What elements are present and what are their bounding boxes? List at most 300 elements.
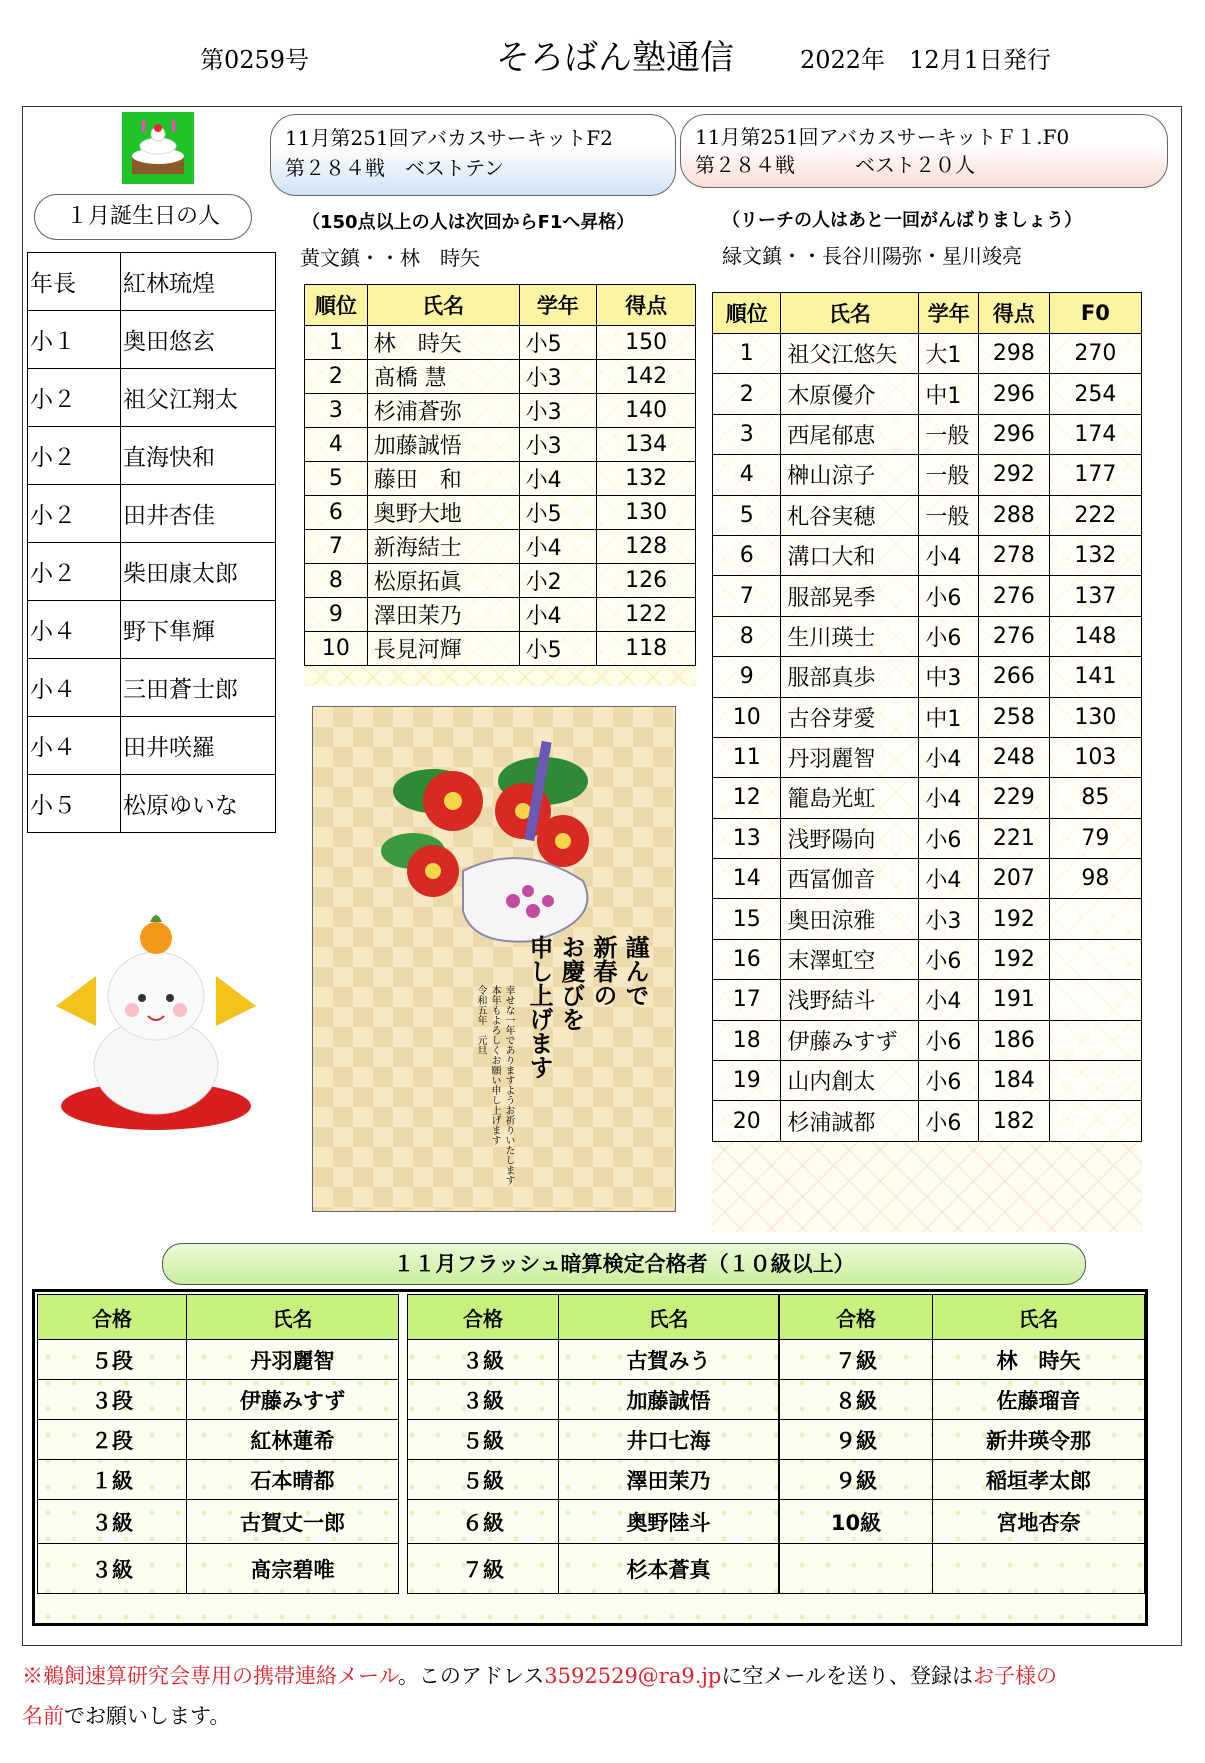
f2-score: 128 — [597, 530, 696, 564]
card-greeting-line1: 謹んで — [621, 935, 650, 1007]
f2-grade: 小2 — [519, 564, 597, 598]
f2-name: 奥野大地 — [367, 496, 519, 530]
f1-rank: 15 — [713, 899, 781, 939]
f1-f0-score: 98 — [1049, 859, 1141, 899]
f1-row — [713, 939, 1142, 979]
issue-number: 第0259号 — [200, 46, 310, 74]
f1-row — [713, 778, 1142, 818]
birthday-grade: 小２ — [28, 427, 121, 485]
birthday-grade: 小４ — [28, 601, 121, 659]
f1-rank: 5 — [713, 495, 781, 535]
footer-name: 名前 — [22, 1704, 64, 1728]
f1-name: 古谷芽愛 — [781, 697, 919, 737]
flash-name: 石本晴都 — [187, 1460, 399, 1500]
birthday-grade: 小１ — [28, 311, 121, 369]
f2-grade: 小5 — [519, 632, 597, 666]
f1-row — [713, 576, 1142, 616]
f1-rank: 20 — [713, 1101, 781, 1141]
birthday-name: 祖父江翔太 — [121, 369, 276, 427]
f1-row — [713, 455, 1142, 495]
f1-grade: 小6 — [919, 1101, 979, 1141]
flash-grade: ５段 — [38, 1340, 187, 1380]
flash-grade: ５級 — [408, 1420, 559, 1460]
flash-name: 井口七海 — [559, 1420, 779, 1460]
f2-rank: 9 — [305, 598, 368, 632]
flash-col-name: 氏名 — [933, 1295, 1145, 1340]
flash-name: 佐藤瑠音 — [933, 1380, 1145, 1420]
flash-row — [408, 1500, 779, 1544]
flash-name: 新井瑛令那 — [933, 1420, 1145, 1460]
f2-title-line1: 11月第251回アバカスサーキットF2 — [285, 126, 613, 150]
f2-ranking-table — [304, 284, 696, 666]
f1-col-header: 得点 — [979, 293, 1050, 334]
f2-name: 藤田 和 — [367, 462, 519, 496]
card-small-text — [473, 985, 515, 1205]
f1-score: 182 — [979, 1101, 1050, 1141]
f1-row — [713, 374, 1142, 414]
birthday-name: 野下隼輝 — [121, 601, 276, 659]
flash-row — [780, 1420, 1145, 1460]
f2-grade: 小4 — [519, 598, 597, 632]
f2-grade: 小3 — [519, 394, 597, 428]
f2-col-header: 氏名 — [367, 285, 519, 326]
flash-row — [780, 1500, 1145, 1544]
f2-score: 140 — [597, 394, 696, 428]
flash-col-grade: 合格 — [780, 1295, 933, 1340]
f1-row — [713, 535, 1142, 575]
f1-row — [713, 697, 1142, 737]
birthday-row — [28, 775, 276, 833]
f1-grade: 中1 — [919, 697, 979, 737]
f2-row — [305, 394, 696, 428]
birthday-grade: 年長 — [28, 253, 121, 311]
f2-rank: 5 — [305, 462, 368, 496]
f1-f0-score: 130 — [1049, 697, 1141, 737]
f1-row — [713, 737, 1142, 777]
f1-f0-score: 222 — [1049, 495, 1141, 535]
f1-title-line2: 第２８４戦 ベスト２０人 — [695, 153, 975, 177]
flash-row — [780, 1380, 1145, 1420]
flash-grade: ３級 — [408, 1340, 559, 1380]
f2-score: 130 — [597, 496, 696, 530]
f1-score: 248 — [979, 737, 1050, 777]
birthday-row — [28, 543, 276, 601]
flash-row — [38, 1460, 399, 1500]
flash-grade: ２段 — [38, 1420, 187, 1460]
f1-rank: 16 — [713, 939, 781, 979]
f2-score: 122 — [597, 598, 696, 632]
flash-col-grade: 合格 — [408, 1295, 559, 1340]
f1-row — [713, 1061, 1142, 1101]
f1-rank: 13 — [713, 818, 781, 858]
camellia-rabbit-illustration — [373, 721, 613, 951]
flash-name: 加藤誠悟 — [559, 1380, 779, 1420]
f1-score: 192 — [979, 899, 1050, 939]
flash-row — [408, 1420, 779, 1460]
f2-note: （150点以上の人は次回からF1へ昇格） — [302, 212, 635, 233]
f1-name: 末澤虹空 — [781, 939, 919, 979]
f1-f0-score — [1049, 939, 1141, 979]
flash-grade: 10級 — [780, 1500, 933, 1544]
f1-row — [713, 1020, 1142, 1060]
f1-f0-score — [1049, 1101, 1141, 1141]
footer-text1: 。このアドレス — [397, 1664, 545, 1688]
flash-title-bar: １１月フラッシュ暗算検定合格者（１０級以上） — [162, 1243, 1086, 1285]
f1-f0-score: 177 — [1049, 455, 1141, 495]
f2-row — [305, 462, 696, 496]
f1-col-header: 学年 — [919, 293, 979, 334]
f1-row — [713, 899, 1142, 939]
f1-score: 288 — [979, 495, 1050, 535]
f2-name: 林 時矢 — [367, 326, 519, 360]
card-greeting-line4: 申し上げます — [525, 935, 554, 1079]
newsletter-title: そろばん塾通信 — [496, 38, 734, 78]
f2-row — [305, 360, 696, 394]
f1-grade: 小3 — [919, 899, 979, 939]
birthday-row — [28, 427, 276, 485]
f1-name: 浅野結斗 — [781, 980, 919, 1020]
f1-grade: 中1 — [919, 374, 979, 414]
f1-f0-score: 148 — [1049, 616, 1141, 656]
f2-name: 長見河輝 — [367, 632, 519, 666]
f1-grade: 小4 — [919, 535, 979, 575]
f1-grade: 小4 — [919, 859, 979, 899]
flash-name: 伊藤みすず — [187, 1380, 399, 1420]
footer-email[interactable]: 3592529@ra9.jp — [544, 1664, 722, 1688]
f2-row — [305, 530, 696, 564]
f2-score: 118 — [597, 632, 696, 666]
flash-table-2 — [407, 1294, 779, 1594]
flash-grade: ３級 — [408, 1380, 559, 1420]
flash-row — [38, 1544, 399, 1594]
f2-row — [305, 326, 696, 360]
birthday-grade: 小４ — [28, 659, 121, 717]
f1-f0-score — [1049, 980, 1141, 1020]
birthday-name: 奥田悠玄 — [121, 311, 276, 369]
f1-score: 184 — [979, 1061, 1050, 1101]
birthday-row — [28, 311, 276, 369]
f1-name: 生川瑛士 — [781, 616, 919, 656]
f1-f0-score: 254 — [1049, 374, 1141, 414]
flash-col-name: 氏名 — [559, 1295, 779, 1340]
f1-rank: 7 — [713, 576, 781, 616]
f1-score: 276 — [979, 576, 1050, 616]
f1-f0-score: 270 — [1049, 334, 1141, 374]
flash-name: 紅林蓮希 — [187, 1420, 399, 1460]
f1-name: 浅野陽向 — [781, 818, 919, 858]
flash-col-name: 氏名 — [187, 1295, 399, 1340]
card-small-line3: 令和五年 元旦 — [475, 985, 486, 1055]
f1-note: （リーチの人はあと一回がんばりましょう） — [722, 210, 1082, 231]
f1-col-header: 順位 — [713, 293, 781, 334]
f2-rank: 4 — [305, 428, 368, 462]
birthday-grade: 小５ — [28, 775, 121, 833]
f2-score: 126 — [597, 564, 696, 598]
f1-col-header: F0 — [1049, 293, 1141, 334]
f2-row — [305, 496, 696, 530]
flash-row — [408, 1380, 779, 1420]
f1-row — [713, 980, 1142, 1020]
f1-name: 丹羽麗智 — [781, 737, 919, 777]
new-year-card — [312, 706, 676, 1212]
f1-rank: 14 — [713, 859, 781, 899]
f2-grade: 小5 — [519, 326, 597, 360]
f2-row — [305, 598, 696, 632]
f1-rank: 18 — [713, 1020, 781, 1060]
flash-grade: ９級 — [780, 1460, 933, 1500]
flash-grade: ５級 — [408, 1460, 559, 1500]
flash-row — [38, 1380, 399, 1420]
f2-title-line2: 第２８４戦 ベストテン — [285, 156, 504, 180]
birthday-title: １月誕生日の人 — [34, 194, 252, 240]
f1-name: 祖父江悠矢 — [781, 334, 919, 374]
flash-col-grade: 合格 — [38, 1295, 187, 1340]
birthday-name: 紅林琉煌 — [121, 253, 276, 311]
f2-title-box — [270, 114, 676, 196]
card-greeting-line3: お慶びを — [557, 935, 586, 1031]
flash-name: 稲垣孝太郎 — [933, 1460, 1145, 1500]
f1-grade: 小6 — [919, 1020, 979, 1060]
f1-f0-score — [1049, 1061, 1141, 1101]
f1-grade: 小6 — [919, 576, 979, 616]
issue-date: 2022年 12月1日発行 — [800, 46, 1051, 74]
f1-award: 緑文鎮・・長谷川陽弥・星川竣亮 — [722, 244, 1022, 268]
f1-row — [713, 859, 1142, 899]
f1-rank: 17 — [713, 980, 781, 1020]
f2-row — [305, 428, 696, 462]
f1-grade: 小6 — [919, 1061, 979, 1101]
f1-score: 266 — [979, 657, 1050, 697]
f2-name: 澤田茉乃 — [367, 598, 519, 632]
flash-results-area — [32, 1289, 1148, 1626]
flash-grade — [780, 1544, 933, 1594]
birthday-row — [28, 485, 276, 543]
f1-score: 258 — [979, 697, 1050, 737]
f1-rank: 3 — [713, 414, 781, 454]
f2-col-header: 順位 — [305, 285, 368, 326]
f1-rank: 10 — [713, 697, 781, 737]
f1-rank: 4 — [713, 455, 781, 495]
kagami-mochi-cake-icon — [122, 112, 194, 184]
birthday-table — [27, 252, 276, 833]
flash-grade: ３級 — [38, 1500, 187, 1544]
f2-grade: 小4 — [519, 530, 597, 564]
f1-rank: 8 — [713, 616, 781, 656]
f2-rank: 1 — [305, 326, 368, 360]
flash-grade: ７級 — [780, 1340, 933, 1380]
f1-grade: 大1 — [919, 334, 979, 374]
f1-f0-score: 137 — [1049, 576, 1141, 616]
f1-score: 221 — [979, 818, 1050, 858]
birthday-row — [28, 601, 276, 659]
f1-grade: 一般 — [919, 495, 979, 535]
f1-rank: 11 — [713, 737, 781, 777]
f1-row — [713, 616, 1142, 656]
birthday-row — [28, 717, 276, 775]
card-greeting — [523, 935, 651, 1195]
flash-grade: ３段 — [38, 1380, 187, 1420]
f1-name: 山内創太 — [781, 1061, 919, 1101]
f1-name: 榊山涼子 — [781, 455, 919, 495]
f2-rank: 3 — [305, 394, 368, 428]
flash-row — [780, 1544, 1145, 1594]
f1-name: 服部晃季 — [781, 576, 919, 616]
f1-ranking-table — [712, 292, 1142, 1142]
f1-rank: 6 — [713, 535, 781, 575]
f1-grade: 小4 — [919, 778, 979, 818]
birthday-row — [28, 253, 276, 311]
f2-rank: 10 — [305, 632, 368, 666]
flash-grade: １級 — [38, 1460, 187, 1500]
f1-f0-score: 103 — [1049, 737, 1141, 777]
f1-name: 木原優介 — [781, 374, 919, 414]
birthday-grade: 小４ — [28, 717, 121, 775]
f1-score: 192 — [979, 939, 1050, 979]
flash-row — [780, 1460, 1145, 1500]
flash-row — [38, 1340, 399, 1380]
footer-text3: でお願いします。 — [64, 1704, 231, 1728]
f2-grade: 小5 — [519, 496, 597, 530]
f1-rank: 2 — [713, 374, 781, 414]
f1-f0-score: 85 — [1049, 778, 1141, 818]
f2-grade: 小3 — [519, 360, 597, 394]
birthday-grade: 小２ — [28, 485, 121, 543]
f1-name: 西冨伽音 — [781, 859, 919, 899]
f1-rank: 9 — [713, 657, 781, 697]
f1-grade: 小6 — [919, 939, 979, 979]
f1-row — [713, 495, 1142, 535]
f2-rank: 2 — [305, 360, 368, 394]
f1-rank: 12 — [713, 778, 781, 818]
f1-col-header: 氏名 — [781, 293, 919, 334]
f2-name: 新海結士 — [367, 530, 519, 564]
f1-f0-score: 79 — [1049, 818, 1141, 858]
birthday-name: 田井杏佳 — [121, 485, 276, 543]
f2-grade: 小3 — [519, 428, 597, 462]
footer-mark: ※ — [22, 1664, 43, 1688]
footer-note — [22, 1656, 1182, 1736]
f2-row — [305, 564, 696, 598]
flash-row — [408, 1460, 779, 1500]
f1-f0-score — [1049, 899, 1141, 939]
f2-col-header: 得点 — [597, 285, 696, 326]
f1-name: 西尾郁恵 — [781, 414, 919, 454]
flash-table-3 — [779, 1294, 1145, 1594]
flash-name: 髙宗碧唯 — [187, 1544, 399, 1594]
f1-f0-score — [1049, 1020, 1141, 1060]
flash-name: 杉本蒼真 — [559, 1544, 779, 1594]
f2-rank: 6 — [305, 496, 368, 530]
flash-row — [408, 1544, 779, 1594]
flash-grade: ７級 — [408, 1544, 559, 1594]
footer-text2: に空メールを送り、登録は — [721, 1664, 973, 1688]
f1-name: 溝口大和 — [781, 535, 919, 575]
flash-row — [38, 1500, 399, 1544]
f1-title-line1: 11月第251回アバカスサーキットＦ１.F0 — [695, 125, 1070, 149]
flash-name — [933, 1544, 1145, 1594]
f2-rank: 7 — [305, 530, 368, 564]
f1-score: 298 — [979, 334, 1050, 374]
f1-name: 杉浦誠都 — [781, 1101, 919, 1141]
f1-f0-score: 174 — [1049, 414, 1141, 454]
f1-name: 服部真歩 — [781, 657, 919, 697]
f1-row — [713, 414, 1142, 454]
f1-score: 296 — [979, 374, 1050, 414]
card-small-line1: 幸せな一年でありますようお祈りいたします — [503, 985, 514, 1185]
f1-title-box — [680, 114, 1168, 188]
birthday-grade: 小２ — [28, 543, 121, 601]
f2-rank: 8 — [305, 564, 368, 598]
footer-child: お子様の — [972, 1664, 1057, 1688]
f1-row — [713, 1101, 1142, 1141]
flash-name: 澤田茉乃 — [559, 1460, 779, 1500]
f1-grade: 小4 — [919, 737, 979, 777]
flash-grade: ８級 — [780, 1380, 933, 1420]
birthday-row — [28, 659, 276, 717]
birthday-name: 松原ゆいな — [121, 775, 276, 833]
f1-score: 229 — [979, 778, 1050, 818]
f1-grade: 小6 — [919, 616, 979, 656]
f1-rank: 19 — [713, 1061, 781, 1101]
f1-name: 札谷実穂 — [781, 495, 919, 535]
flash-name: 古賀みう — [559, 1340, 779, 1380]
f2-name: 加藤誠悟 — [367, 428, 519, 462]
flash-grade: ６級 — [408, 1500, 559, 1544]
f1-rank: 1 — [713, 334, 781, 374]
flash-row — [38, 1420, 399, 1460]
f2-score: 150 — [597, 326, 696, 360]
f1-score: 278 — [979, 535, 1050, 575]
birthday-name: 柴田康太郎 — [121, 543, 276, 601]
f1-grade: 一般 — [919, 455, 979, 495]
f1-grade: 小6 — [919, 818, 979, 858]
flash-name: 奥野陸斗 — [559, 1500, 779, 1544]
flash-table-1 — [37, 1294, 399, 1594]
birthday-grade: 小２ — [28, 369, 121, 427]
f2-col-header: 学年 — [519, 285, 597, 326]
flash-row — [408, 1340, 779, 1380]
f1-f0-score: 132 — [1049, 535, 1141, 575]
f1-name: 籠島光虹 — [781, 778, 919, 818]
flash-name: 古賀丈一郎 — [187, 1500, 399, 1544]
flash-name: 宮地杏奈 — [933, 1500, 1145, 1544]
f1-grade: 中3 — [919, 657, 979, 697]
f2-grade: 小4 — [519, 462, 597, 496]
f2-score: 142 — [597, 360, 696, 394]
flash-grade: ９級 — [780, 1420, 933, 1460]
f1-row — [713, 818, 1142, 858]
birthday-name: 直海快和 — [121, 427, 276, 485]
f1-grade: 一般 — [919, 414, 979, 454]
f2-name: 髙橋 慧 — [367, 360, 519, 394]
birthday-name: 三田蒼士郎 — [121, 659, 276, 717]
f1-score: 276 — [979, 616, 1050, 656]
footer-mail-name: 鵜飼速算研究会専用の携帯連絡メール — [43, 1664, 398, 1688]
flash-row — [780, 1340, 1145, 1380]
f1-row — [713, 334, 1142, 374]
f1-name: 伊藤みすず — [781, 1020, 919, 1060]
f1-score: 207 — [979, 859, 1050, 899]
flash-name: 丹羽麗智 — [187, 1340, 399, 1380]
f2-name: 松原拓眞 — [367, 564, 519, 598]
f1-grade: 小4 — [919, 980, 979, 1020]
f2-score: 132 — [597, 462, 696, 496]
f2-name: 杉浦蒼弥 — [367, 394, 519, 428]
card-greeting-line2: 新春の — [589, 935, 618, 1007]
f1-score: 292 — [979, 455, 1050, 495]
flash-grade: ３級 — [38, 1544, 187, 1594]
f1-score: 296 — [979, 414, 1050, 454]
